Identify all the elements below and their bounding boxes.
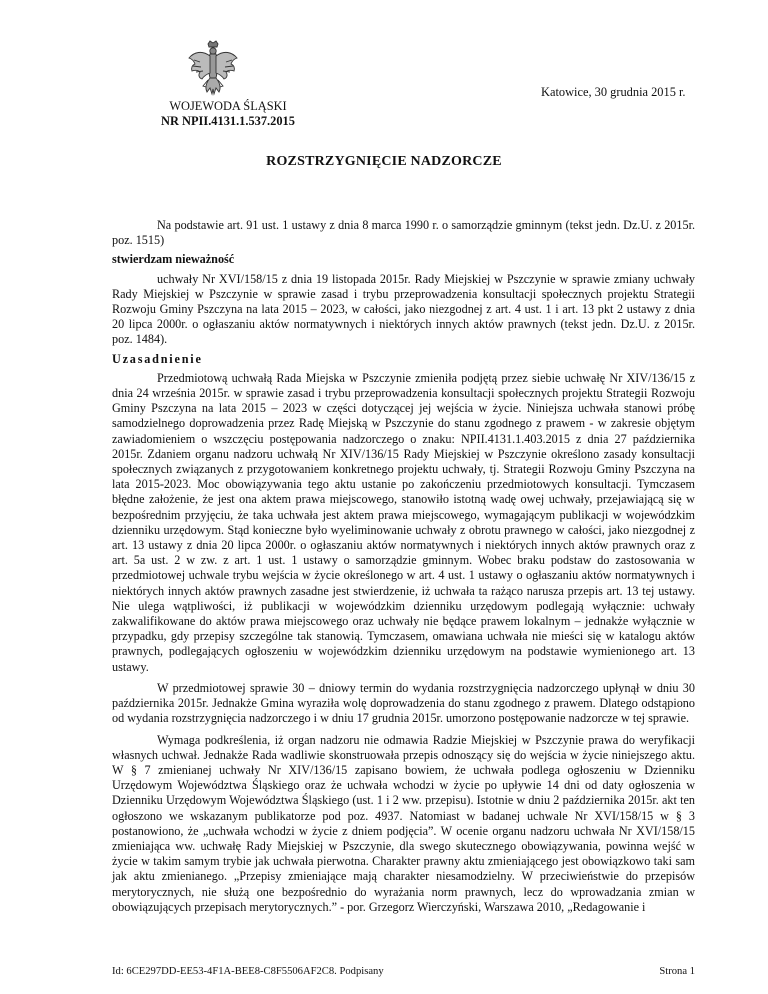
place-and-date: Katowice, 30 grudnia 2015 r. [541,85,686,99]
issuing-authority-block [153,99,303,129]
justification-paragraph-3: Wymaga podkreślenia, iż organ nadzoru nie odmawia Radzie Miejskiej w Pszczynie prawa do weryfikacji własnych uchwał. Jednakże Rada wadliwie skonstruowała przepis odnoszący się do wejścia w życie niniejszego aktu. W § 7 zmienianej uchwały Nr XIV/136/15 zapisano bowiem, że uchwała podlega ogłoszeniu w Dzienniku Urzędowym Województwa Śląskiego oraz że uchwała wchodzi w życie po upływie 14 dni od daty ogłoszenia w Dzienniku Urzędowym Województwa Śląskiego (ust. 1 i 2 ww. przepisu). Istotnie w dniu 2 października 2015r. akt ten ogłoszono we wskazanym publikatorze pod poz. 4937. Natomiast w badanej uchwale Nr XVI/158/15 w § 3 postanowiono, że „uchwała wchodzi w życie z dniem podjęcia”. W ocenie organu nadzoru uchwała Nr XVI/158/15 zmieniająca ww. uchwałę Rady Miejskiej w Pszczynie, dla swego skutecznego obowiązywania, powinna wejść w życie w takim samym trybie jak uchwała pierwotna. Charakter prawny aktu zmieniającego jest obowiązkowo taki sam jak aktu zmienianego. „Przepisy zmieniające mają charakter niesamodzielny. W przeciwieństwie do przepisów merytorycznych, nie służą one bezpośrednio do wyrażania norm prawnych, lecz do wprowadzania zmian w obowiązujących przepisach merytorycznych.” - por. Grzegorz Wierczyński, Warszawa 2010, „Redagowanie i [112,732,695,914]
legal-basis-paragraph: Na podstawie art. 91 ust. 1 ustawy z dnia 8 marca 1990 r. o samorządzie gminnym (tekst jedn. Dz.U. z 2015r. poz. 1515) [112,218,695,248]
justification-paragraph-2: W przedmiotowej sprawie 30 – dniowy termin do wydania rozstrzygnięcia nadzorczego upłynął w dniu 30 października 2015r. Jednakże Gmina wyraziła wolę doprowadzenia do stanu zgodnego z prawem. Dlatego odstąpiono od wydania rozstrzygnięcia nadzorczego i w dniu 17 grudnia 2015r. umorzono postępowanie nadzorcze w tej sprawie. [112,680,695,726]
document-id-footer: Id: 6CE297DD-EE53-4F1A-BEE8-C8F5506AF2C8. Podpisany [112,966,384,977]
page-number: Strona 1 [659,966,695,977]
justification-heading: Uzasadnienie [112,351,203,366]
reference-number: NR NPII.4131.1.537.2015 [161,114,295,128]
justification-paragraph-1: Przedmiotową uchwałą Rada Miejska w Pszczynie zmieniła podjętą przez siebie uchwałę Nr XIV/136/15 z dnia 24 września 2015r. w sprawie zasad i trybu przeprowadzenia konsultacji społecznych projektu Strategii Rozwoju Gminy Pszczyna na lata 2015 – 2023 w części dotyczącej jej wejścia w życie. Niniejsza uchwała stanowi próbę samodzielnego doprowadzenia przez Radę Miejską w Pszczynie do stanu zgodnego z prawem - w zakresie objętym zawiadomieniem o wszczęciu postępowania nadzorczego o znaku: NPII.4131.1.403.2015 z dnia 27 października 2015r. Zdaniem organu nadzoru uchwałą Nr XIV/136/15 Rady Miejskiej w Pszczynie określono zasady konsultacji społecznych związanych z przygotowaniem konkretnego projektu uchwały, tj. Strategii Rozwoju Gminy Pszczyna na lata 2015-2023. Moc obowiązywania tego aktu ustanie po zakończeniu przedmiotowych konsultacji. Tymczasem błędne założenie, że jest ona aktem prawa miejscowego, stanowiło istotną wadę owej uchwały, przejawiającą się w bezpośrednim przyjęciu, że taka uchwała jest aktem prawa miejscowego, wymagającym publikacji w wojewódzkim dzienniku urzędowym. Stąd konieczne było wyeliminowanie uchwały z obrotu prawnego w całości, jako niezgodnej z art. 13 ustawy z dnia 20 lipca 2000r. o ogłaszaniu aktów normatywnych i niektórych innych aktów prawnych oraz z art. 5a ust. 2 w zw. z art. 1 ust. 1 ustawy o samorządzie gminnym. Wobec braku podstaw do zastosowania w przedmiotowej uchwale trybu wejścia w życie określonego w art. 4 ust. 1 ustawy o ogłaszaniu aktów normatywnych i niektórych innych aktów prawnych zasadne jest stwierdzenie, iż uchwała ta rażąco narusza przepis art. 13 tej ustawy. Nie ulega wątpliwości, iż publikacji w wojewódzkim dzienniku urzędowym podlegają wyłącznie: uchwały zakwalifikowane do aktów prawa miejscowego oraz uchwały nie będące prawem lokalnym – jednakże wyłącznie w przypadku, gdy przepisy szczególne tak stanowią. Tymczasem, omawiana uchwała nie mieści się w katalogu aktów prawnych, podlegających ogłoszeniu w wojewódzkim dzienniku urzędowym na podstawie wymienionego art. 13 ustawy. [112,370,695,674]
subject-paragraph: uchwały Nr XVI/158/15 z dnia 19 listopada 2015r. Rady Miejskiej w Pszczynie w sprawie zmiany uchwały Rady Miejskiej w Pszczynie w sprawie zasad i trybu przeprowadzenia konsultacji społecznych projektu Strategii Rozwoju Gminy Pszczyna na lata 2015 – 2023, w całości, jako niezgodnej z art. 4 ust. 1 i art. 13 pkt 2 ustawy z dnia 20 lipca 2000r. o ogłaszaniu aktów normatywnych i niektórych innych aktów prawnych (tekst jedn. Dz.U. z 2015r. poz. 1484). [112,271,695,347]
issuing-authority: WOJEWODA ŚLĄSKI [169,99,287,113]
document-body [112,218,695,915]
document-title: ROZSTRZYGNIĘCIE NADZORCZE [266,154,502,169]
verdict-heading: stwierdzam nieważność [112,252,235,267]
polish-eagle-emblem-icon [186,40,240,100]
